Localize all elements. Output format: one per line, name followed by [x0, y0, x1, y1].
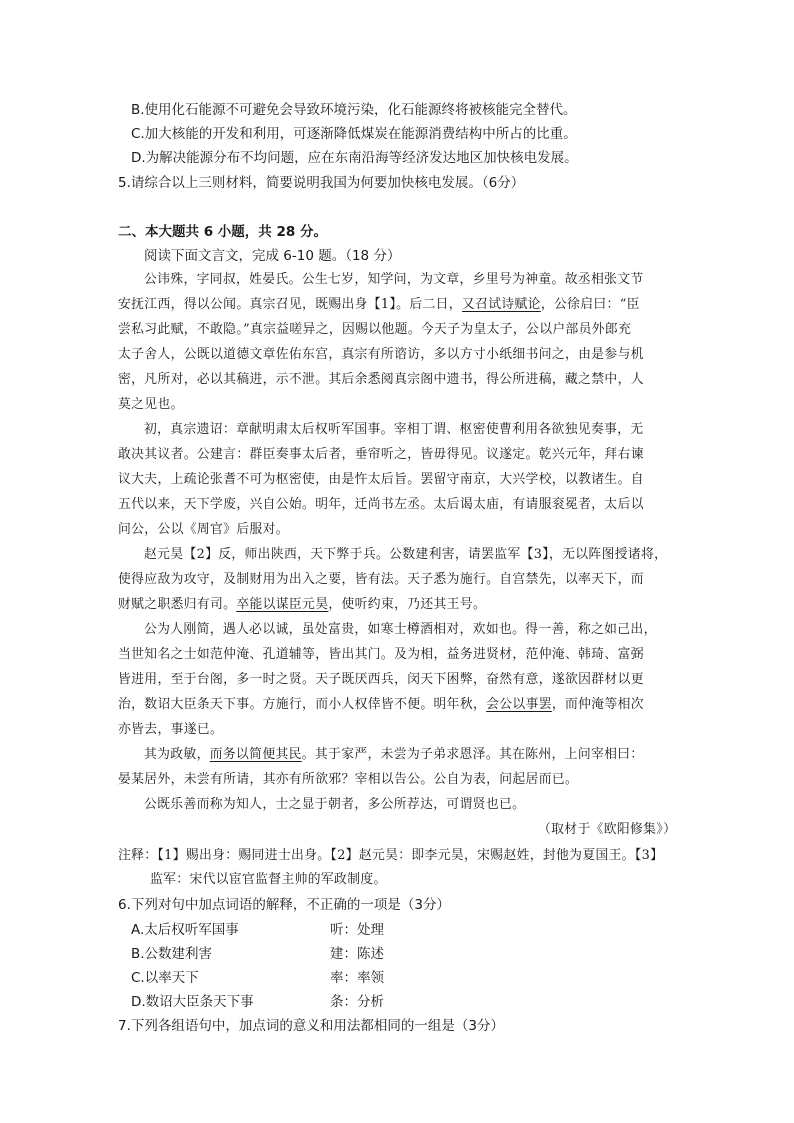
passage-line: 莫之见也。: [118, 397, 184, 412]
choice-b: B.使用化石能源不可避免会导致环境污染，化石能源终将被核能完全替代。: [131, 102, 577, 118]
passage-line: 公为人刚简，遇人必以诚，虽处富贵，如寒士樽酒相对，欢如也。得一善，称之如己出，: [144, 622, 657, 637]
underlined-phrase: 卒能以谋臣元昊: [236, 597, 329, 612]
passage-line: 五代以来，天下学废，兴自公始。明年，迁尚书左丞。太后谒太庙，有请服衮冕者，太后以: [118, 497, 644, 512]
passage-line: 晏某居外，未尝有所请，其亦有所欲邪？宰相以告公。公自为表，问起居而已。: [118, 772, 579, 787]
passage-line: 尝私习此赋，不敢隐。”真宗益嗟异之，因赐以他题。今天子为皇太子，公以户部员外郎充: [118, 322, 632, 337]
passage-line: 公讳殊，字同叔，姓晏氏。公生七岁，知学问，为文章，乡里号为神童。故丞相张文节: [144, 272, 644, 287]
passage-line: 使得应敌为攻守，及制财用为出入之要，皆有法。天子悉为施行。自宫禁先，以率天下，而: [118, 572, 644, 587]
notes-line: 监军：宋代以宦官监督主帅的军政制度。: [150, 872, 387, 887]
passage-line: 敢决其议者。公建言：群臣奏事太后者，垂帘听之，皆毋得见。议遂定。乾兴元年，拜右谏: [118, 447, 644, 462]
underlined-phrase: 又召试诗赋论: [461, 297, 541, 312]
option-c-gloss: 率：率领: [330, 970, 384, 986]
underlined-phrase: 会公以事罢: [486, 697, 552, 712]
section-instruction: 阅读下面文言文，完成 6-10 题。（18 分）: [144, 248, 401, 264]
question-5: 5.请综合以上三则材料，简要说明我国为何要加快核电发展。（6分）: [118, 175, 525, 191]
underlined-phrase: 而务以简便其民: [209, 747, 302, 762]
option-a-gloss: 听：处理: [330, 922, 384, 938]
passage-line: 太子舍人，公既以道德文章佐佑东宫，真宗有所谘访，多以方寸小纸细书问之，由是参与机: [118, 347, 644, 362]
option-b-gloss: 建：陈述: [330, 946, 384, 962]
passage-line: 财赋之职悉归有司。卒能以谋臣元昊，使听约束，乃还其王号。: [118, 597, 487, 612]
question-6: 6.下列对句中加点词语的解释，不正确的一项是（3分）: [118, 897, 450, 913]
passage-line: 亦皆去，事遂已。: [118, 722, 224, 737]
section-heading: 二、本大题共 6 小题，共 28 分。: [118, 224, 327, 240]
passage-line: 当世知名之士如范仲淹、孔道辅等，皆出其门。及为相，益务进贤材，范仲淹、韩琦、富弼: [118, 647, 644, 662]
option-b: B.公数建利害: [131, 946, 213, 962]
option-d-gloss: 条：分析: [330, 994, 384, 1010]
choice-c: C.加大核能的开发和利用，可逐渐降低煤炭在能源消费结构中所占的比重。: [131, 126, 577, 142]
notes-line: 注释：【1】赐出身：赐同进士出身。【2】赵元昊：即李元昊，宋赐赵姓，封他为夏国王。【3】: [118, 848, 664, 863]
option-a: A.太后权听军国事: [131, 922, 239, 938]
passage-line: 议大夫，上疏论张耆不可为枢密使，由是忤太后旨。罢留守南京，大兴学校，以教诸生。自: [118, 472, 644, 487]
passage-line: 安抚江西，得以公闻。真宗召见，既赐出身【1】。后二日，又召试诗赋论，公徐启曰：“臣: [118, 297, 640, 312]
passage-line: 其为政敏，而务以简便其民。其于家严，未尝为子弟求恩泽。其在陈州，上问宰相曰：: [144, 747, 644, 762]
passage-line: 赵元昊【2】反，师出陕西，天下弊于兵。公数建利害，请罢监军【3】，无以阵图授诸将，: [144, 547, 668, 562]
passage-line: 皆进用，至于台阁，多一时之贤。天子既厌西兵，闵天下困弊，奋然有意，遂欲因群材以更: [118, 672, 644, 687]
choice-d: D.为解决能源分布不均问题，应在东南沿海等经济发达地区加快核电发展。: [131, 150, 578, 166]
source-citation: （取材于《欧阳修集》）: [538, 822, 677, 837]
question-7: 7.下列各组语句中，加点词的意义和用法都相同的一组是（3分）: [118, 1018, 504, 1034]
passage-line: 初，真宗遗诏：章献明肃太后权听军国事。宰相丁谓、枢密使曹利用各欲独见奏事，无: [144, 422, 644, 437]
passage-line: 密，凡所对，必以其稿进，示不泄。其后余悉阅真宗阁中遗书，得公所进稿，藏之禁中，人: [118, 372, 644, 387]
option-d: D.数诏大臣条天下事: [131, 994, 254, 1010]
passage-line: 问公，公以《周官》后服对。: [118, 522, 289, 537]
passage-line: 公既乐善而称为知人，士之显于朝者，多公所荐达，可谓贤也已。: [144, 797, 526, 812]
passage-line: 治，数诏大臣条天下事。方施行，而小人权倖皆不便。明年秋，会公以事罢，而仲淹等相次: [118, 697, 644, 712]
option-c: C.以率天下: [131, 970, 199, 986]
